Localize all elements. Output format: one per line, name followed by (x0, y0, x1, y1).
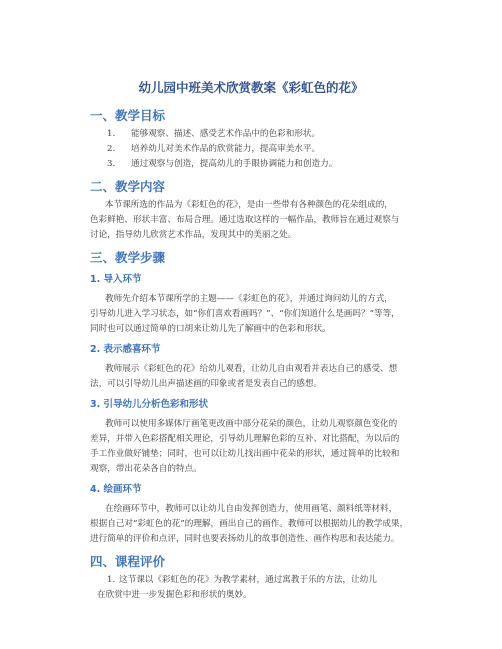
paragraph-line: 法，可以引导幼儿出声描述画的印象或者是发表自己的感想。 (90, 379, 323, 389)
paragraph-line: 进行简单的评价和点评，同时也要表扬幼儿的故事创造性、画作构思和表达能力。 (90, 534, 400, 544)
list-text: 这节课以《彩虹色的花》为教学素材，通过寓教于乐的方法，让幼儿 (119, 575, 377, 585)
list-number: 2. (107, 144, 116, 154)
section-heading-evaluation: 四、课程评价 (90, 554, 166, 569)
list-item (107, 127, 320, 139)
paragraph-line: 教师可以使用多媒体厅画笔更改画中部分花朵的颜色，让幼儿观察颜色变化的 (105, 419, 398, 429)
paragraph-line: 引导幼儿进入学习状态，如“你们喜欢看画吗？”、“你们知道什么是画吗？”等等， (90, 309, 400, 319)
list-item (107, 142, 320, 154)
subsection-heading: 2. 表示感喜环节 (90, 344, 161, 355)
paragraph-line: 色彩鲜艳、形状丰富、布局合理。通过选取这样的一幅作品，教师旨在通过观察与 (90, 215, 400, 225)
document-title: 幼儿园中班美术欣赏教案《彩虹色的花》 (138, 80, 364, 95)
list-number: 1. (107, 575, 116, 585)
list-number: 1. (107, 129, 116, 139)
subsection-heading: 4. 绘画环节 (90, 484, 142, 495)
subsection-heading: 1. 导入环节 (90, 274, 142, 285)
paragraph-line: 在绘画环节中，教师可以让幼儿自由发挥创造力，使用画笔、颜料纸等材料， (105, 504, 398, 514)
subsection-heading: 3. 引导幼儿分析色彩和形状 (90, 399, 209, 410)
paragraph-line: 同时也可以通过简单的口胡来让幼儿先了解画中的色彩和形状。 (90, 324, 331, 334)
list-text: 培养幼儿对美术作品的欣赏能力，提高审美水平。 (131, 144, 321, 154)
paragraph-line: 差异，并带入色彩搭配相关理论，引导幼儿理解色彩的互补、对比搭配，为以后的 (90, 434, 400, 444)
paragraph-line: 根据自己对“彩虹色的花”的理解，画出自己的画作。教师可以根据幼儿的教学成果， (90, 519, 409, 529)
paragraph-line: 手工作业做好铺垫；同时，也可以让幼儿找出画中花朵的形状，通过简单的比较和 (90, 449, 400, 459)
list-number: 3. (107, 159, 116, 169)
paragraph-line: 观察，带出花朵各自的特点。 (90, 464, 202, 474)
list-item-continuation: 在欣赏中进一步发掘色彩和形状的奥妙。 (97, 590, 252, 600)
list-text: 能够观察、描述、感受艺术作品中的色彩和形状。 (131, 129, 321, 139)
list-item (107, 157, 337, 169)
section-heading-objectives: 一、教学目标 (90, 108, 166, 123)
paragraph-line: 教师展示《彩虹色的花》给幼儿观看，让幼儿自由观看并表达自己的感受、想 (105, 364, 398, 374)
paragraph-line: 本节课所选的作品为《彩虹色的花》，是由一些带有各种颜色的花朵组成的， (105, 200, 393, 210)
section-heading-content: 二、教学内容 (90, 179, 166, 194)
list-item (107, 573, 377, 585)
list-text: 通过观察与创造，提高幼儿的手眼协调能力和创造力。 (131, 159, 338, 169)
section-heading-steps: 三、教学步骤 (90, 250, 166, 265)
paragraph-line: 教师先介绍本节课所学的主题——《彩虹色的花》，并通过询问幼儿的方式， (105, 294, 393, 304)
paragraph-line: 讨论，指导幼儿欣赏艺术作品，发现其中的美丽之处。 (90, 230, 297, 240)
